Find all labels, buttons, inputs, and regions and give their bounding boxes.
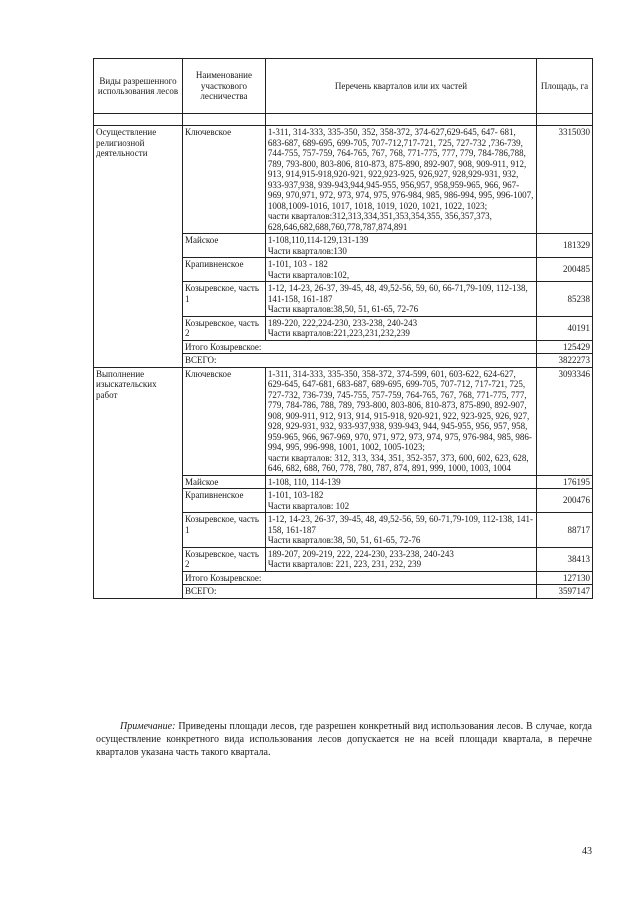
quarters-list-cell: 1-311, 314-333, 335-350, 352, 358-372, 374-627,629-645, 647- 681, 683-687, 689-695, 699-705, 707-712,717-721, 725, 727-732 ,736-739, 744-755, 757-759, 764-765, 767, 768, 771-775, 777, 779, 784-786,788, 789, 793-800, 803-806, 810-873, 875-890, 892-907, 908, 909-911, 912, 913, 914,915-918,920-921, 922,923-925, 926,927, 928,929-931, 932, 933-937,938, 939-943,944,945-955, 956,957, 958,959-965, 966, 967-969, 970,971, 972, 973, 974, 975, 976-984, 985, 986-994, 995, 996-1007, 1008,1009-1016, 1017, 1018, 1019, 1020, 1021, 1022, 1023; части кварталов:312,313,334,351,353,354,355, 356,357,373, 628,646,682,688,760,778,787,874,891 — [265, 126, 536, 234]
forestry-name-cell: Ключевское — [183, 367, 266, 475]
page-number: 43 — [582, 846, 592, 857]
header-use-type: Виды разрешенного использования лесов — [94, 59, 183, 114]
forest-use-table — [93, 58, 593, 599]
area-cell: 3093346 — [537, 367, 593, 475]
forestry-name-cell: Козыревское, часть 1 — [183, 282, 266, 317]
forestry-name-cell: Козыревское, часть 2 — [183, 547, 266, 571]
footnote — [96, 720, 592, 759]
area-cell: 3315030 — [537, 126, 593, 234]
area-cell: 200485 — [537, 258, 593, 282]
area-cell: 38413 — [537, 547, 593, 571]
quarters-list-cell: 1-12, 14-23, 26-37, 39-45, 48, 49,52-56, 59, 60-71,79-109, 112-138, 141-158, 161-187 Части кварталов:38, 50, 51, 61-65, 72-76 — [265, 513, 536, 548]
table-row — [94, 367, 593, 475]
forestry-name-cell: Майское — [183, 475, 266, 489]
forestry-name-cell: Ключевское — [183, 126, 266, 234]
use-type-cell: Осуществление религиозной деятельности — [94, 126, 183, 368]
table-row — [94, 126, 593, 234]
quarters-list-cell: 1-101, 103-182 Части кварталов: 102 — [265, 489, 536, 513]
table-body — [94, 126, 593, 599]
use-type-cell: Выполнение изыскательских работ — [94, 367, 183, 598]
area-cell: 85238 — [537, 282, 593, 317]
total-label: ВСЕГО: — [183, 585, 537, 599]
subtotal-label: Итого Козыревское: — [183, 340, 537, 354]
area-cell: 181329 — [537, 234, 593, 258]
forestry-name-cell: Козыревское, часть 2 — [183, 316, 266, 340]
area-cell: 88717 — [537, 513, 593, 548]
forestry-name-cell: Крапивненское — [183, 258, 266, 282]
footnote-label: Примечание: — [120, 721, 176, 732]
subtotal-value: 127130 — [537, 571, 593, 585]
quarters-list-cell: 1-101, 103 - 182 Части кварталов:102, — [265, 258, 536, 282]
quarters-list-cell: 1-108, 110, 114-139 — [265, 475, 536, 489]
area-cell: 200476 — [537, 489, 593, 513]
forestry-name-cell: Крапивненское — [183, 489, 266, 513]
quarters-list-cell: 1-311, 314-333, 335-350, 358-372, 374-599, 601, 603-622, 624-627, 629-645, 647-681, 683-687, 689-695, 699-705, 707-712, 717-721, 725, 727-732, 736-739, 745-755, 757-759, 764-765, 767, 768, 771-775, 777, 779, 784-786, 788, 789, 793-800, 803-806, 810-873, 875-890, 892-907, 908, 909-911, 912, 913, 914, 915-918, 920-921, 922, 923-925, 926, 927, 928, 929-931, 932, 933-937,938, 939-943, 944, 945-955, 956, 957, 958, 959-965, 966, 967-969, 970, 971, 972, 973, 974, 975, 976-984, 985, 986-994, 995, 996-998, 1001, 1002, 1005-1023; части кварталов: 312, 313, 334, 351, 352-357, 373, 600, 602, 623, 628, 646, 682, 688, 760, 778, 780, 787, 874, 891, 999, 1000, 1003, 1004 — [265, 367, 536, 475]
quarters-list-cell: 1-108,110,114-129,131-139 Части кварталов:130 — [265, 234, 536, 258]
area-cell: 176195 — [537, 475, 593, 489]
forestry-name-cell: Козыревское, часть 1 — [183, 513, 266, 548]
total-value: 3597147 — [537, 585, 593, 599]
table-spacer-row — [94, 114, 593, 126]
header-quarters-list: Перечень кварталов или их частей — [265, 59, 536, 114]
subtotal-value: 125429 — [537, 340, 593, 354]
area-cell: 40191 — [537, 316, 593, 340]
total-label: ВСЕГО: — [183, 354, 537, 368]
header-forestry-name: Наименование участкового лесничества — [183, 59, 266, 114]
table-header-row — [94, 59, 593, 114]
footnote-text: Приведены площади лесов, где разрешен конкретный вид использования лесов. В случае, когда осуществление конкретного вида использования лесов допускается не на всей площади квартала, в перечне кварталов указана часть такого квартала. — [96, 721, 592, 758]
total-value: 3822273 — [537, 354, 593, 368]
forestry-name-cell: Майское — [183, 234, 266, 258]
quarters-list-cell: 189-207, 209-219, 222, 224-230, 233-238, 240-243 Части кварталов: 221, 223, 231, 232, 239 — [265, 547, 536, 571]
quarters-list-cell: 1-12, 14-23, 26-37, 39-45, 48, 49,52-56, 59, 60, 66-71,79-109, 112-138, 141-158, 161-187 Части кварталов:38,50, 51, 61-65, 72-76 — [265, 282, 536, 317]
header-area: Площадь, га — [537, 59, 593, 114]
quarters-list-cell: 189-220, 222,224-230, 233-238, 240-243 Части кварталов:221,223,231,232,239 — [265, 316, 536, 340]
subtotal-label: Итого Козыревское: — [183, 571, 537, 585]
